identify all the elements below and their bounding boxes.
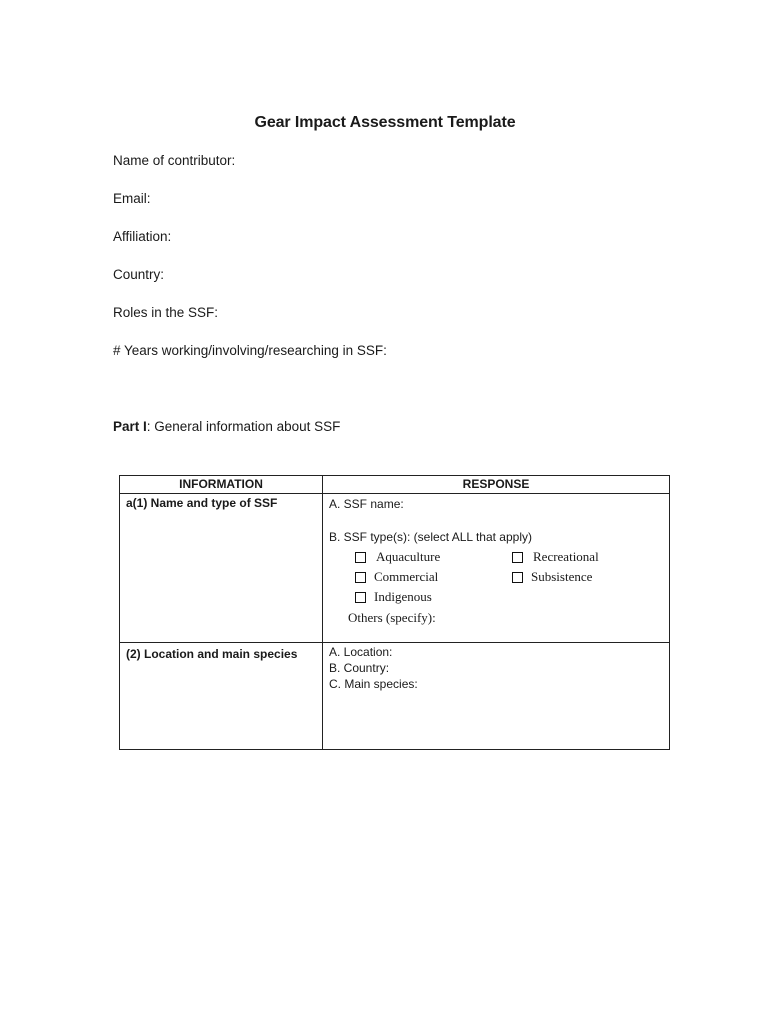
option-indigenous[interactable] xyxy=(355,589,432,605)
option-label: Indigenous xyxy=(374,589,432,604)
roles-label: Roles in the SSF: xyxy=(113,305,219,320)
spacer xyxy=(329,512,669,529)
option-label: Commercial xyxy=(374,569,439,584)
checkbox-icon[interactable] xyxy=(512,552,523,563)
table-header-row xyxy=(120,476,670,494)
option-recreational[interactable] xyxy=(512,549,599,565)
checkbox-icon[interactable] xyxy=(355,572,366,583)
country-response-label: B. Country: xyxy=(329,661,390,675)
main-species-label: C. Main species: xyxy=(329,677,418,691)
others-specify-label: Others (specify): xyxy=(348,610,436,625)
location-label: A. Location: xyxy=(329,645,393,659)
option-label: Subsistence xyxy=(531,569,593,584)
checkbox-icon[interactable] xyxy=(355,552,366,563)
checkbox-icon[interactable] xyxy=(512,572,523,583)
part-label: Part I xyxy=(113,419,147,434)
years-label: # Years working/involving/researching in SSF: xyxy=(113,343,387,358)
email-label: Email: xyxy=(113,191,151,206)
ssf-name-label: A. SSF name: xyxy=(329,497,404,511)
option-commercial[interactable] xyxy=(355,569,438,585)
option-label: Recreational xyxy=(533,549,599,564)
checkbox-icon[interactable] xyxy=(355,592,366,603)
ssf-type-label: B. SSF type(s): (select ALL that apply) xyxy=(329,530,532,544)
part-text: : General information about SSF xyxy=(146,419,341,434)
ssf-info-table xyxy=(119,475,670,750)
document-title: Gear Impact Assessment Template xyxy=(254,114,516,131)
part-heading xyxy=(113,419,340,434)
option-aquaculture[interactable] xyxy=(355,549,440,565)
header-information: INFORMATION xyxy=(120,476,323,494)
option-label: Aquaculture xyxy=(376,549,441,564)
contributor-name-label: Name of contributor: xyxy=(113,153,236,168)
header-response: RESPONSE xyxy=(323,476,670,494)
country-label: Country: xyxy=(113,267,165,282)
table-row xyxy=(120,643,670,750)
response-name-type xyxy=(323,494,670,643)
row-label-name-type: a(1) Name and type of SSF xyxy=(120,494,323,643)
row-label-location-species: (2) Location and main species xyxy=(120,643,323,750)
affiliation-label: Affiliation: xyxy=(113,229,172,244)
table-row xyxy=(120,494,670,643)
response-location-species xyxy=(323,643,670,750)
option-subsistence[interactable] xyxy=(512,569,592,585)
ssf-type-options xyxy=(329,547,669,627)
